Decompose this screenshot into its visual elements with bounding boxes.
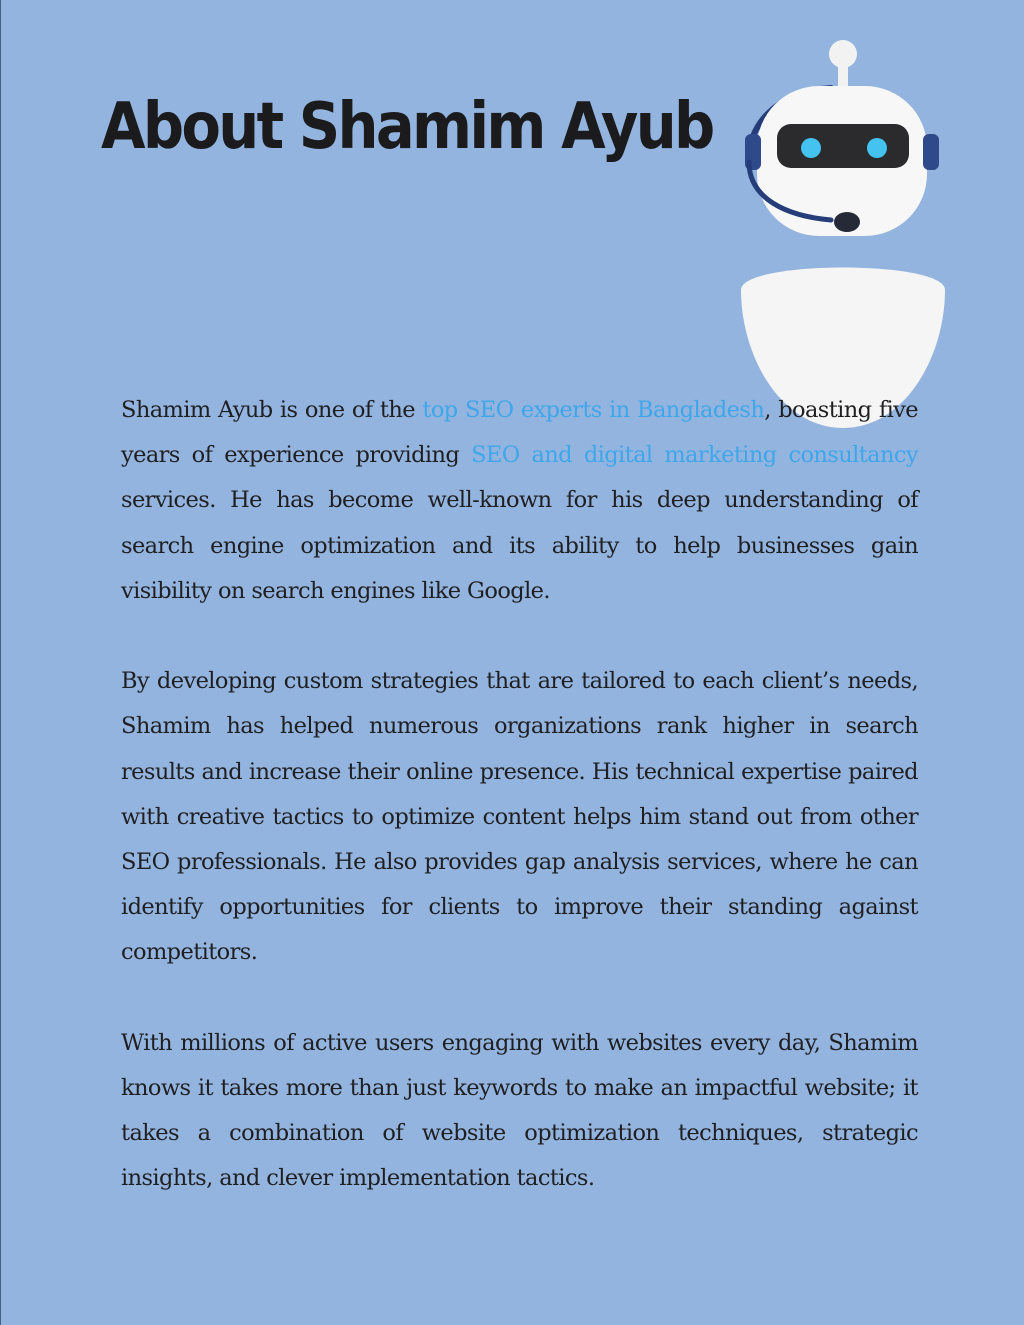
paragraph-intro	[121, 388, 918, 614]
article-body	[121, 388, 918, 1247]
paragraph-strategies: By developing custom strategies that are tailored to each client’s needs, Shamim has helped numerous organizations rank higher in search results and increase their online presence. His technical expertise paired with creative tactics to optimize content helps him stand out from other SEO professionals. He also provides gap analysis services, where he can identify opportunities for clients to improve their standing against competitors.	[121, 668, 918, 966]
paragraph-intro-text-3: services. He has become well-known for his deep understanding of search engine optimization and its ability to help businesses gain visibility on search engines like Google.	[121, 487, 918, 604]
paragraph-intro-text-1: Shamim Ayub is one of the	[121, 397, 423, 423]
paragraph-optimization: With millions of active users engaging with websites every day, Shamim knows it takes more than just keywords to make an impactful website; it takes a combination of website optimization techniques, strategic insights, and clever implementation tactics.	[121, 1029, 918, 1192]
paragraph-intro-text-2: , boasting five years of experience providing	[121, 397, 918, 469]
seo-consultancy-link[interactable]: SEO and digital marketing consultancy	[471, 442, 918, 469]
seo-experts-bangladesh-link[interactable]: top SEO experts in Bangladesh	[422, 397, 765, 423]
robot-icon	[735, 38, 951, 434]
page-title: About Shamim Ayub	[101, 90, 713, 164]
